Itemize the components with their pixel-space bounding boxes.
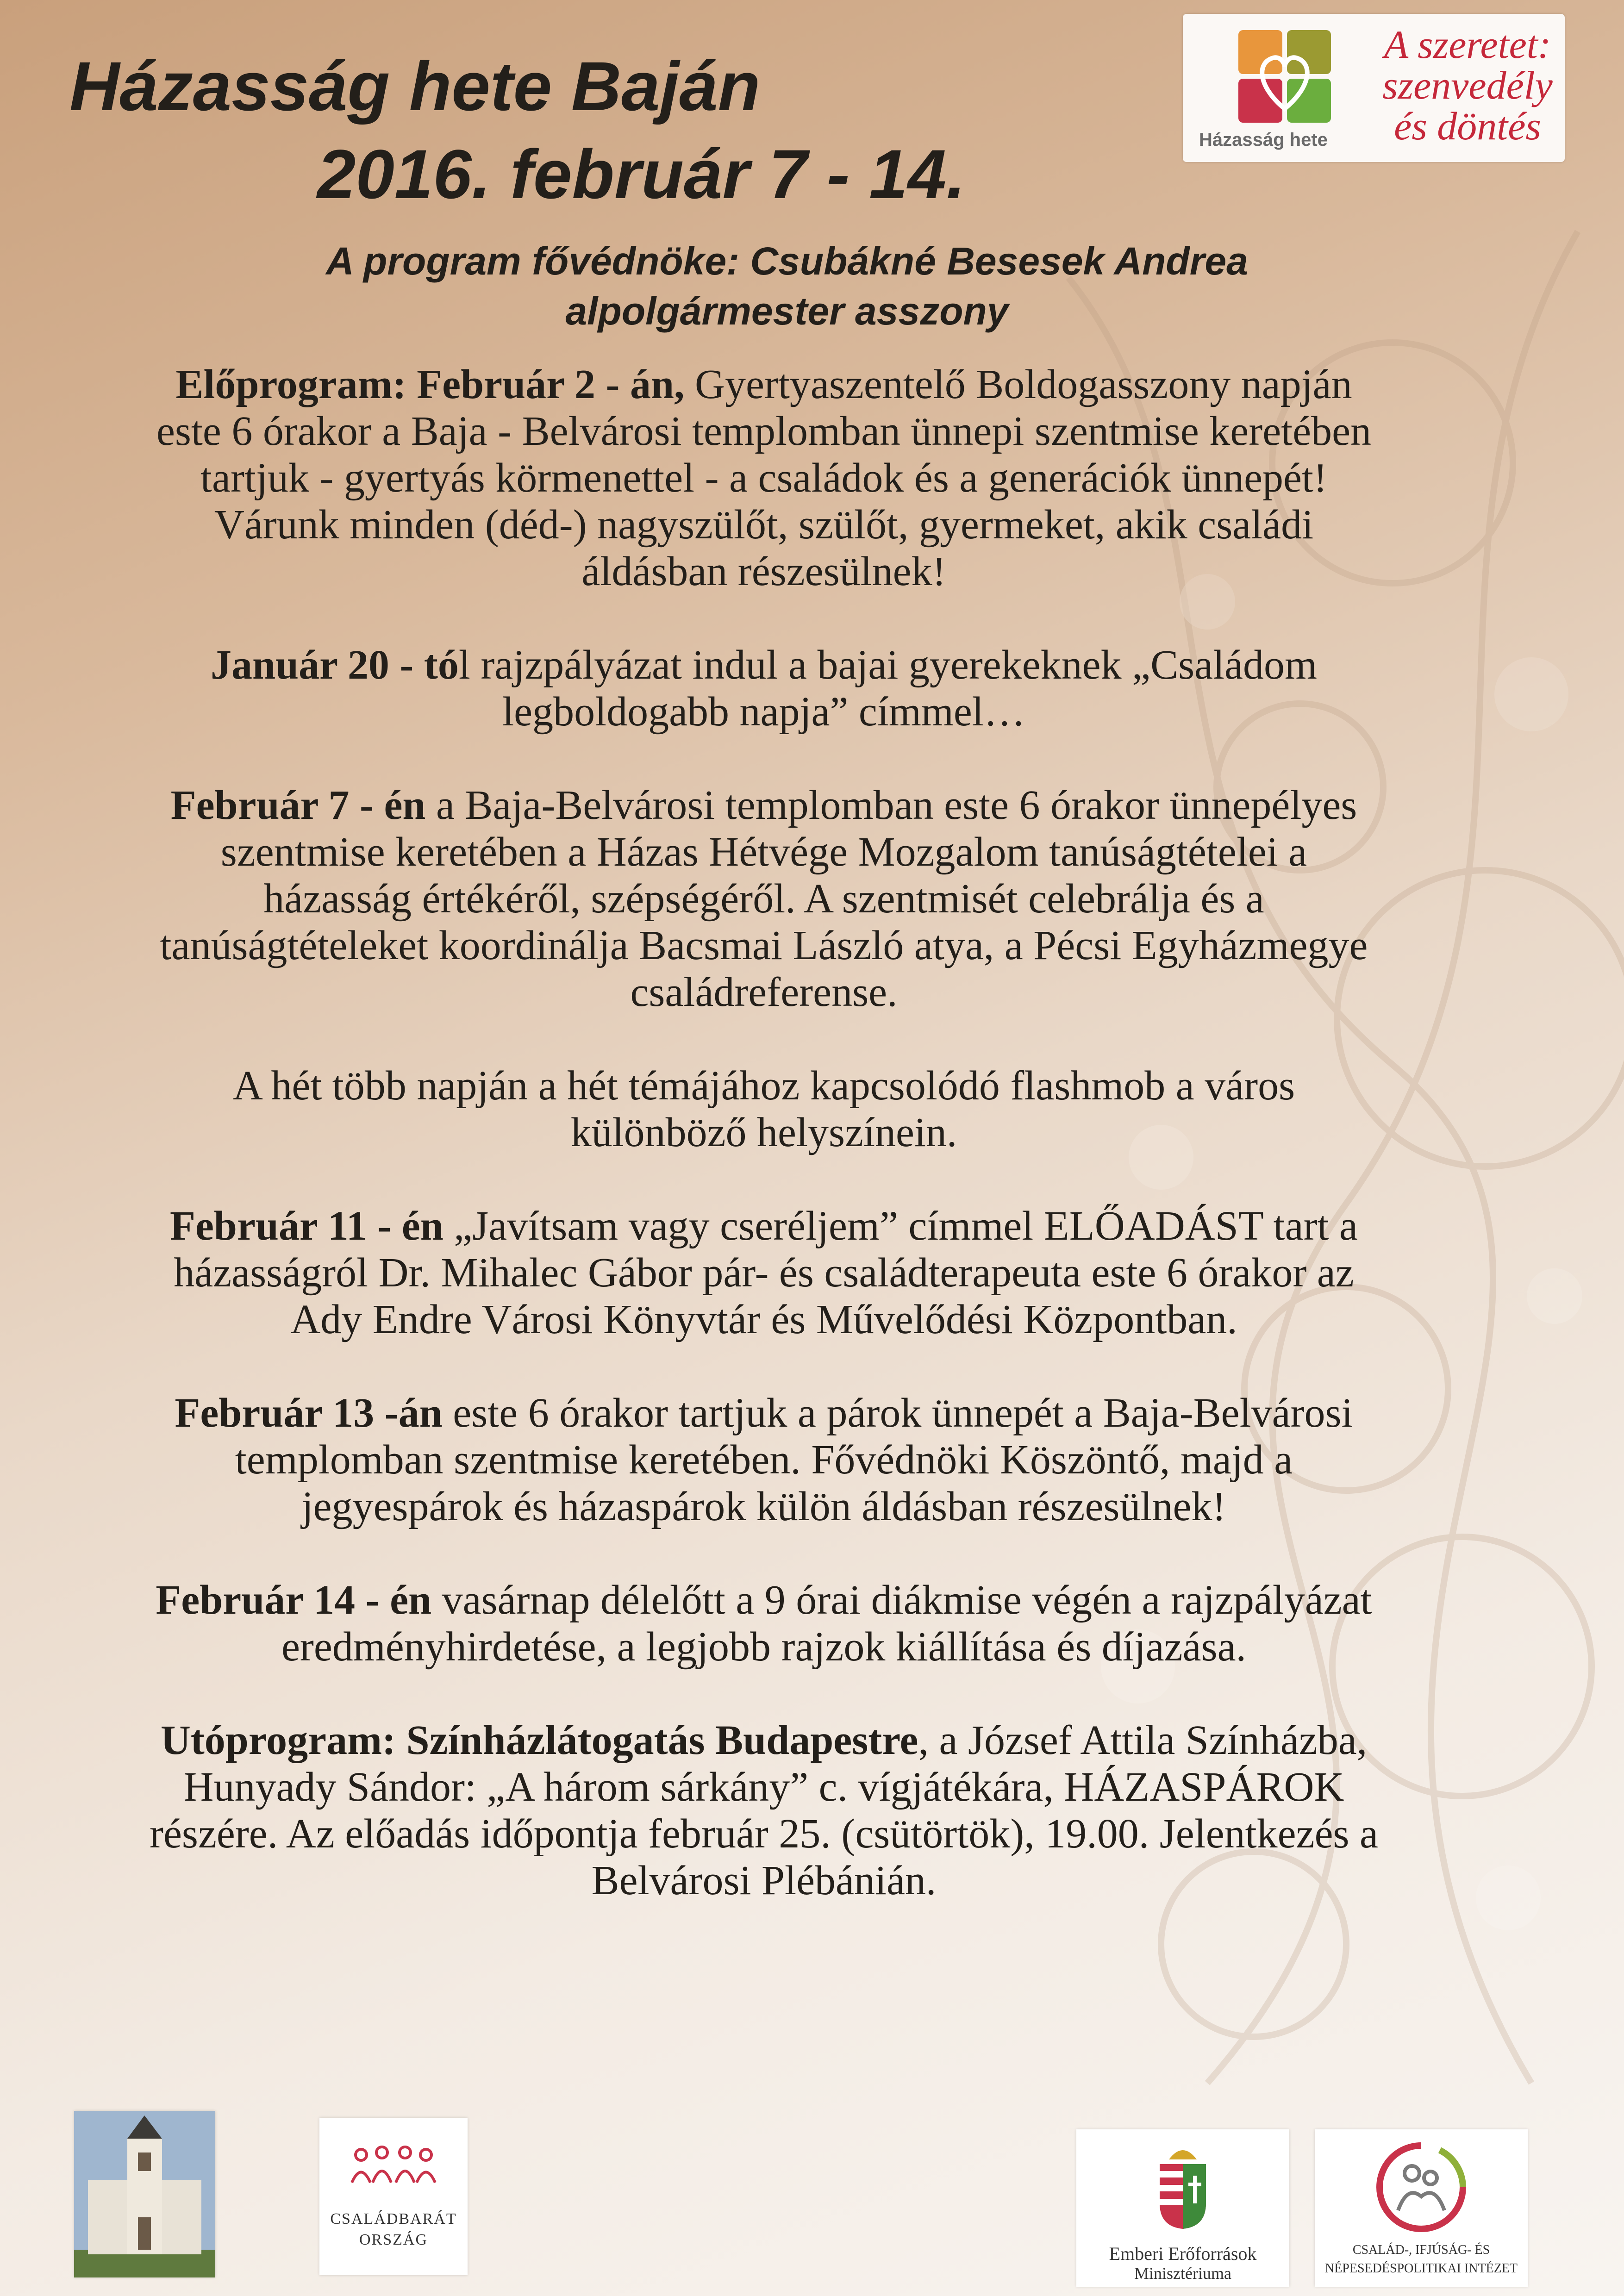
event-lead: Február 14 - én	[156, 1577, 432, 1623]
event-lead: Február 7 - én	[170, 782, 426, 828]
csaladbarat-orszag-logo	[319, 2118, 468, 2275]
logo-slogan-line3: és döntés	[1394, 104, 1541, 148]
church-photo	[74, 2111, 215, 2277]
institute-line2: NÉPESEDÉSPOLITIKAI INTÉZET	[1324, 2261, 1518, 2276]
institute-logo	[1315, 2129, 1528, 2287]
ministry-line2: Minisztériuma	[1134, 2264, 1231, 2283]
logo-slogan-line2: szenvedély	[1382, 63, 1553, 107]
heart-logo-icon	[1238, 30, 1331, 123]
logo-slogan-line1: A szeretet:	[1384, 22, 1551, 67]
logo-slogan	[1375, 24, 1560, 146]
coat-of-arms-icon	[1155, 2139, 1211, 2231]
csaladbarat-line2: ORSZÁG	[359, 2231, 428, 2248]
csaladbarat-line1: CSALÁDBARÁT	[330, 2210, 457, 2227]
event-lead: Február 13 -án	[175, 1390, 443, 1436]
family-circle-icon	[1370, 2141, 1472, 2234]
event-lead: Január 20 - tó	[210, 642, 459, 688]
patron-line2: alpolgármester asszony	[565, 289, 1009, 333]
event-lead: Utóprogram: Színházlátogatás Budapestre	[160, 1717, 918, 1763]
ministry-logo	[1076, 2129, 1289, 2287]
page-title-date: 2016. február 7 - 14.	[317, 135, 966, 213]
event-feb11: Február 11 - én „Javítsam vagy cseréljem” címmel ELŐADÁST tart a házasságról Dr. Mihalec Gábor pár- és családterapeuta este 6 órakor az Ady Endre Városi Könyvtár és Művelődési Központban.	[169, 1203, 1358, 1342]
event-feb13: Február 13 -án este 6 órakor tartjuk a párok ünnepét a Baja-Belvárosi templomban szentmise keretében. Fővédnöki Köszöntő, majd a jegyespárok és házaspárok külön áldásban részesülnek!	[175, 1390, 1353, 1529]
event-postprogram: Utóprogram: Színházlátogatás Budapestre, a József Attila Színházba, Hunyady Sándor: „A három sárkány” c. vígjátékára, HÁZASPÁROK részére. Az előadás időpontja február 25. (csütörtök), 19.00. Jelentkezés a Belvárosi Plébánián.	[150, 1717, 1378, 1903]
event-lead: Előprogram: Február 2 - án,	[175, 362, 685, 407]
patron-line1: A program fővédnöke: Csubákné Besesek Andrea	[326, 239, 1248, 283]
event-drawing-contest: Január 20 - tól rajzpályázat indul a bajai gyerekeknek „Családom legboldogabb napja” címmel…	[210, 642, 1318, 735]
patron-block	[139, 236, 1435, 336]
hazassag-hete-logo	[1183, 14, 1565, 162]
event-feb14: Február 14 - én vasárnap délelőtt a 9 órai diákmise végén a rajzpályázat eredményhirdetése, a legjobb rajzok kiállítása és díjazása.	[156, 1577, 1372, 1670]
church-icon	[74, 2111, 215, 2277]
event-preprogram: Előprogram: Február 2 - án, Gyertyaszentelő Boldogasszony napján este 6 órakor a Baja - Belvárosi templomban ünnepi szentmise keretében tartjuk - gyertyás körmenettel - a családok és a generációk ünnepét! Várunk minden (déd-) nagyszülőt, szülőt, gyermeket, akik családi áldásban részesülnek!	[156, 362, 1372, 594]
event-lead: Február 11 - én	[169, 1203, 443, 1249]
logo-caption: Házasság hete	[1199, 130, 1328, 150]
program-list	[65, 361, 1463, 1951]
event-flashmob: A hét több napján a hét témájához kapcsolódó flashmob a város különböző helyszínein.	[232, 1063, 1295, 1155]
event-feb7: Február 7 - én a Baja-Belvárosi templomban este 6 órakor ünnepélyes szentmise keretében a Házas Hétvége Mozgalom tanúságtételei a házasság értékéről, szépségéről. A szentmisét celebrálja és a tanúságtételeket koordinálja Bacsmai László atya, a Pécsi Egyházmegye családreferense.	[160, 782, 1368, 1015]
institute-line1: CSALÁD-, IFJÚSÁG- ÉS	[1352, 2243, 1490, 2257]
page-title-line1: Házasság hete Baján	[69, 47, 761, 125]
ministry-line1: Emberi Erőforrások	[1109, 2243, 1257, 2264]
family-people-icon	[347, 2146, 440, 2187]
